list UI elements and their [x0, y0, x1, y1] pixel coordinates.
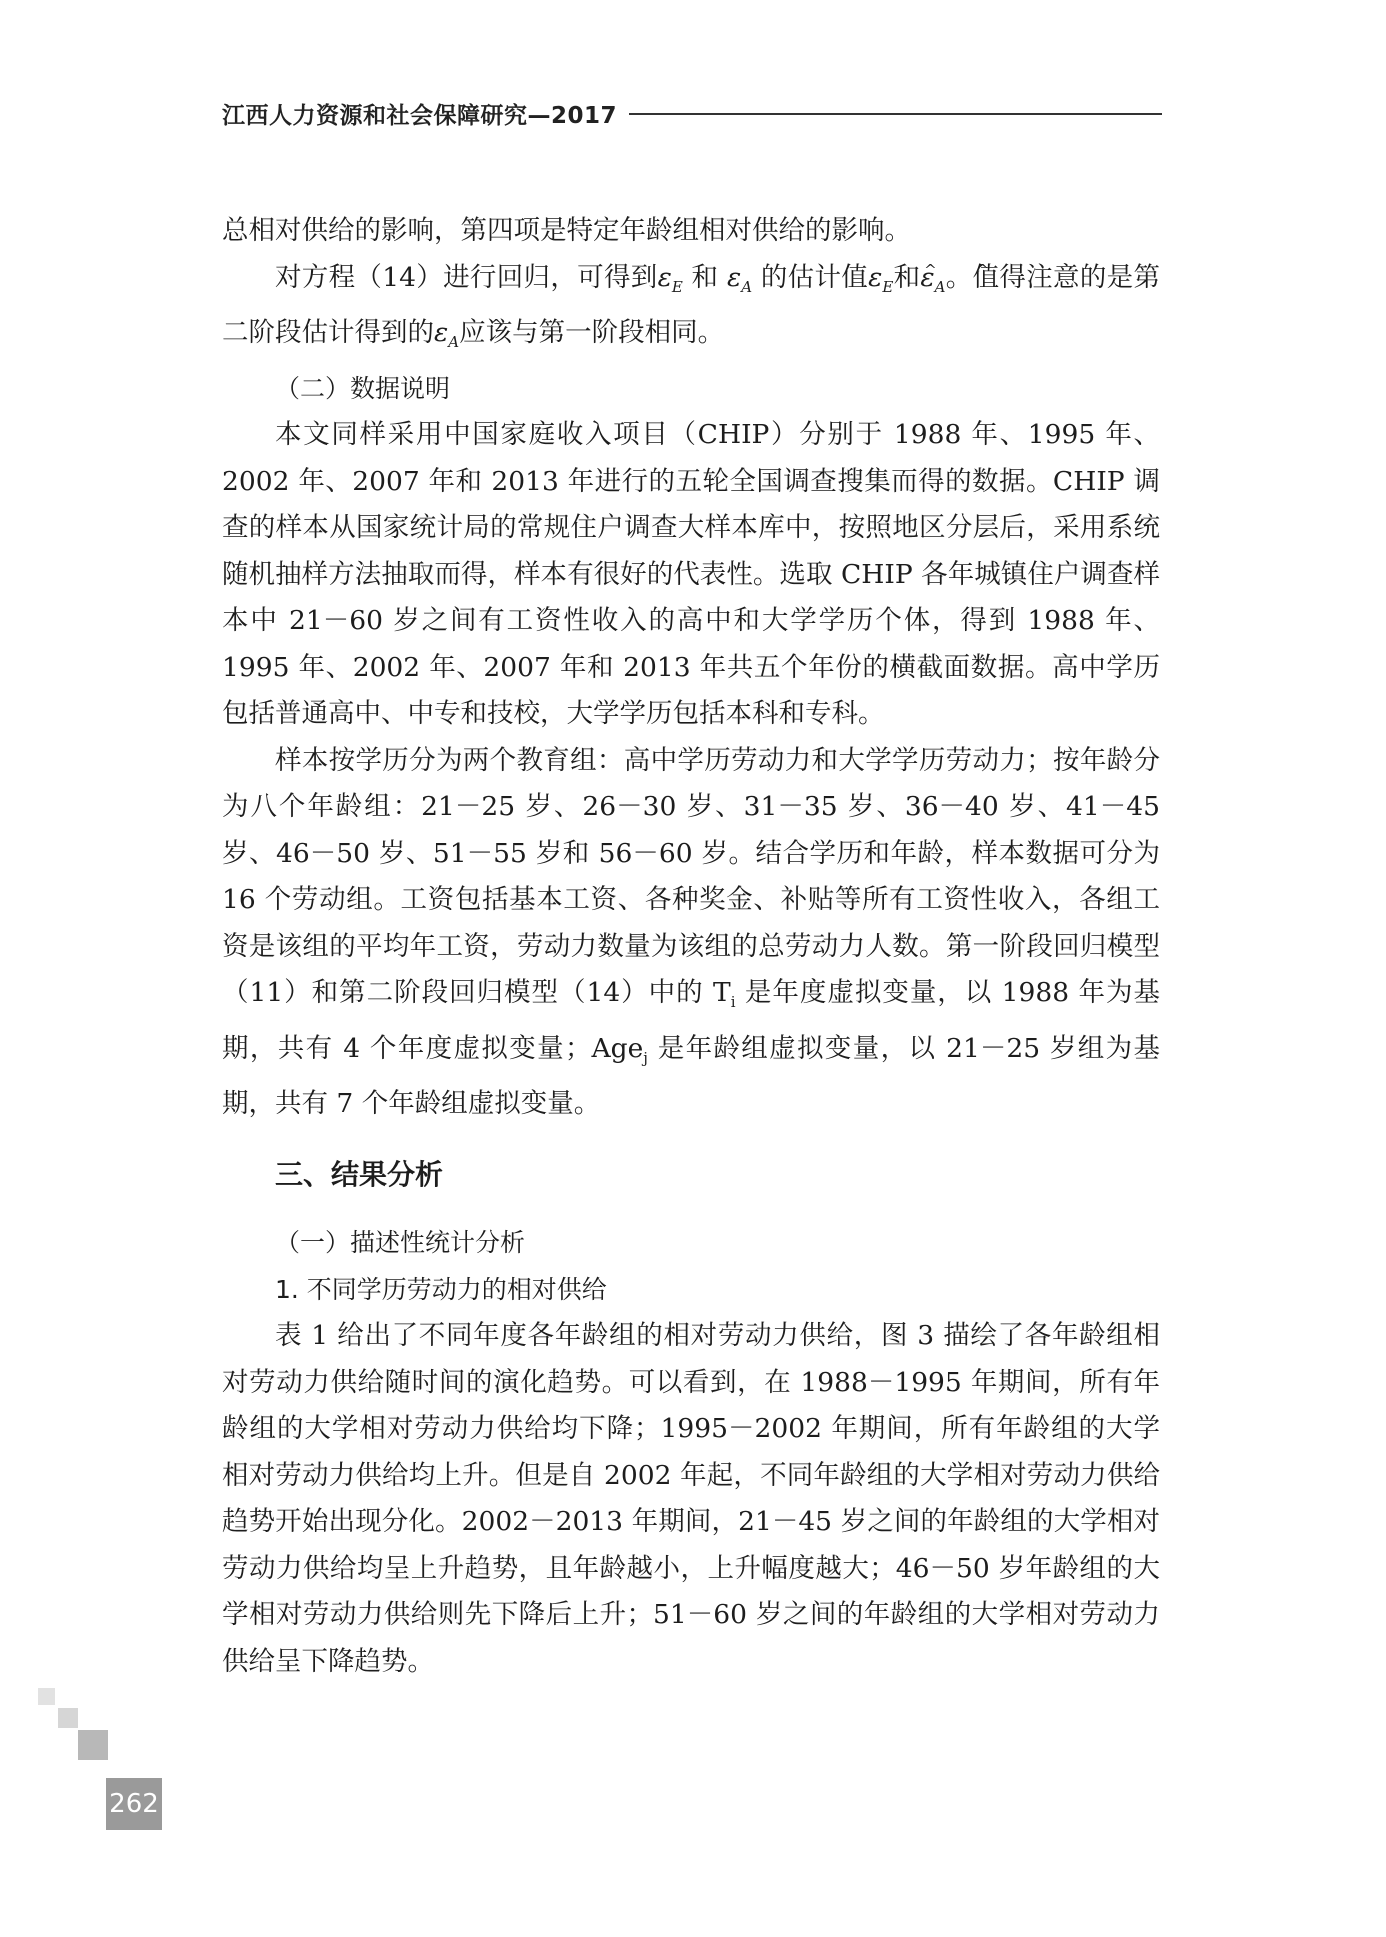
- paragraph-4: 样本按学历分为两个教育组：高中学历劳动力和大学学历劳动力；按年龄分为八个年龄组：21－25 岁、26－30 岁、31－35 岁、36－40 岁、41－45 岁、46－50 岁、51－55 岁和 56－60 岁。结合学历和年龄，样本数据可分为 16 个劳动组。工资包括基本工资、各种奖金、补贴等所有工资性收入，各组工资是该组的平均年工资，劳动力数量为该组的总劳动力人数。第一阶段回归模型（11）和第二阶段回归模型（14）中的 $T_i$ 是年度虚拟变量，以 1988 年为基期，共有 4 个年度虚拟变量；Age$_j$ 是年龄组虚拟变量，以 21－25 岁组为基期，共有 7 个年龄组虚拟变量。: [222, 744, 1160, 1119]
- journal-title: 江西人力资源和社会保障研究—2017: [222, 102, 618, 129]
- subheading-data-description: （二）数据说明: [275, 373, 451, 403]
- decor-square-1: [38, 1688, 55, 1705]
- subheading-descriptive-stats: （一）描述性统计分析: [275, 1228, 526, 1257]
- paragraph-1: 总相对供给的影响，第四项是特定年龄组相对供给的影响。: [222, 215, 911, 246]
- running-header: [222, 96, 1162, 130]
- paragraph-2: 对方程（14）进行回归，可得到$\varepsilon_E$ 和 $\varepsilon_A$ 的估计值^ $\varepsilon_E$和^ $\varepsilon_A$。值得注意的是第二阶段估计得到的^ $\varepsilon_A$应该与第一阶段相同。: [222, 255, 1160, 366]
- body-text: [222, 208, 1160, 1685]
- decor-square-2: [58, 1708, 78, 1728]
- section-heading-results: 三、结果分析: [275, 1157, 444, 1191]
- decor-square-3: [78, 1730, 108, 1760]
- paragraph-5: 表 1 给出了不同年度各年龄组的相对劳动力供给，图 3 描绘了各年龄组相对劳动力供给随时间的演化趋势。可以看到，在 1988－1995 年期间，所有年龄组的大学相对劳动力供给均下降；1995－2002 年期间，所有年龄组的大学相对劳动力供给均上升。但是自 2002 年起，不同年龄组的大学相对劳动力供给趋势开始出现分化。2002－2013 年期间，21－45 岁之间的年龄组的大学相对劳动力供给均呈上升趋势，且年龄越小，上升幅度越大；46－50 岁年龄组的大学相对劳动力供给则先下降后上升；51－60 岁之间的年龄组的大学相对劳动力供给呈下降趋势。: [222, 1320, 1160, 1677]
- header-rule: [629, 113, 1162, 115]
- paragraph-3: 本文同样采用中国家庭收入项目（CHIP）分别于 1988 年、1995 年、2002 年、2007 年和 2013 年进行的五轮全国调查搜集而得的数据。CHIP 调查的样本从国家统计局的常规住户调查大样本库中，按照地区分层后，采用系统随机抽样方法抽取而得，样本有很好的代表性。选取 CHIP 各年城镇住户调查样本中 21－60 岁之间有工资性收入的高中和大学学历个体，得到 1988 年、1995 年、2002 年、2007 年和 2013 年共五个年份的横截面数据。高中学历包括普通高中、中专和技校，大学学历包括本科和专科。: [222, 419, 1160, 729]
- subheading-relative-supply: 1. 不同学历劳动力的相对供给: [275, 1274, 607, 1304]
- page-number: 262: [106, 1778, 162, 1830]
